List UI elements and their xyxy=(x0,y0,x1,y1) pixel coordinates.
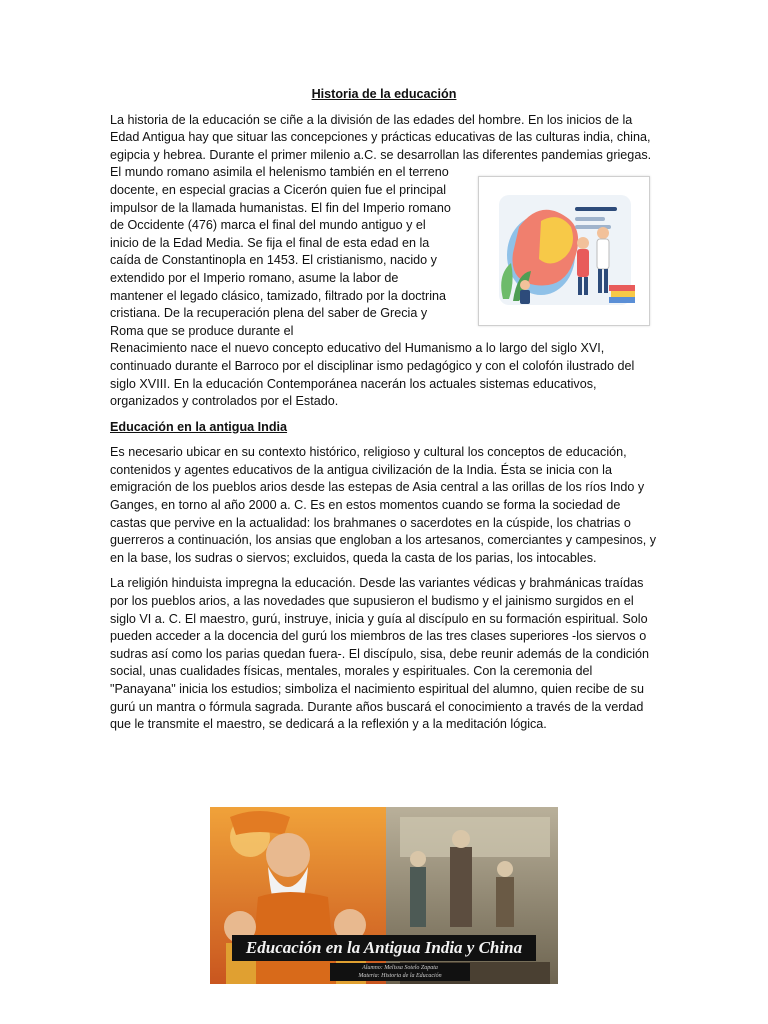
intro-paragraph-rest: Renacimiento nace el nuevo concepto educativo del Humanismo a lo largo del siglo XVI, continuado durante el Barroco por el disciplinar ismo pedagógico y con el colofón ilustrado del siglo XVIII. En la educación Contemporánea nacerán los actuales sistemas educativos, organizados y controlados por el Estado. xyxy=(110,341,635,409)
credit-student: Alumno: Melissa Sotelo Zapata xyxy=(362,965,438,971)
intro-paragraph-top xyxy=(110,112,658,165)
banner-credits xyxy=(330,963,470,981)
intro-paragraph-wrapped: El mundo romano asimila el helenismo también en el terreno docente, en especial gracias a Cicerón quien fue el principal impulsor de la llamada humanistas. El fin del Imperio romano de Occidente (476) marca el final del mundo antiguo y el inicio de la Edad Media. Se fija el final de esta edad en la caída de Constantinopla en 1453. El cristianismo, nacido y extendido por el Imperio romano, asume la labor de mantener el legado clásico, tamizado, filtrado por la doctrina cristiana. De la recuperación plena del saber de Grecia y Roma que se produce durante el xyxy=(110,165,451,338)
india-paragraph-2: La religión hinduista impregna la educación. Desde las variantes védicas y brahmánicas traídas por los pueblos arios, a las novedades que supusieron el budismo y el jainismo surgidos en el siglo VI a. C. El maestro, gurú, instruye, inicia y guía al discípulo en su formación espiritual. Solo pueden acceder a la docencia del gurú los miembros de las tres clases superiores -los siervos o sudras así como los parias quedan fuera-. El discípulo, sisa, debe reunir además de la condición social, unas cualidades físicas, mentales, morales y espirituales. Con la ceremonia del "Panayana" inicia los estudios; simboliza el nacimiento espiritual del alumno, quien recibe de su gurú un mantra o fórmula sagrada. Durante años buscará el conocimiento a través de la verdad que le transmite el maestro, se dedicará a la reflexión y a la meditación lógica. xyxy=(110,576,650,732)
document-body xyxy=(110,86,658,742)
credit-subject: Materia: Historia de la Educación xyxy=(358,973,442,979)
intro-text-full: La historia de la educación se ciñe a la división de las edades del hombre. En los inicios de la Edad Antigua hay que situar las concepciones y prácticas educativas de las culturas india, china, egipcia y hebrea. Durante el primer milenio a.C. se desarrollan las diferentes pandemias griegas. xyxy=(110,112,652,162)
india-paragraph-1: Es necesario ubicar en su contexto histórico, religioso y cultural los conceptos de educación, contenidos y agentes educativos de la antigua civilización de la India. Ésta se inicia con la emigración de los pueblos arios desde las estepas de Asia central a las orillas de los ríos Indo y Ganges, en torno al año 2000 a. C. Es en estos momentos cuando se forma la sociedad de castas que pervive en la actualidad: los brahmanes o sacerdotes en la cúspide, los chatrias o guerreros a continuación, los ansias que engloban a los artesanos, comerciantes y campesinos, y en la base, los sudras o siervos; excluidos, queda la casta de los parias, los intocables. xyxy=(110,445,657,565)
page-title: Historia de la educación xyxy=(311,87,457,101)
education-illustration xyxy=(478,176,650,326)
india-china-banner-image xyxy=(210,807,558,984)
banner-title: Educación en la Antigua India y China xyxy=(232,935,536,961)
education-illustration-art xyxy=(479,177,649,325)
section-heading-india: Educación en la antigua India xyxy=(110,419,288,434)
